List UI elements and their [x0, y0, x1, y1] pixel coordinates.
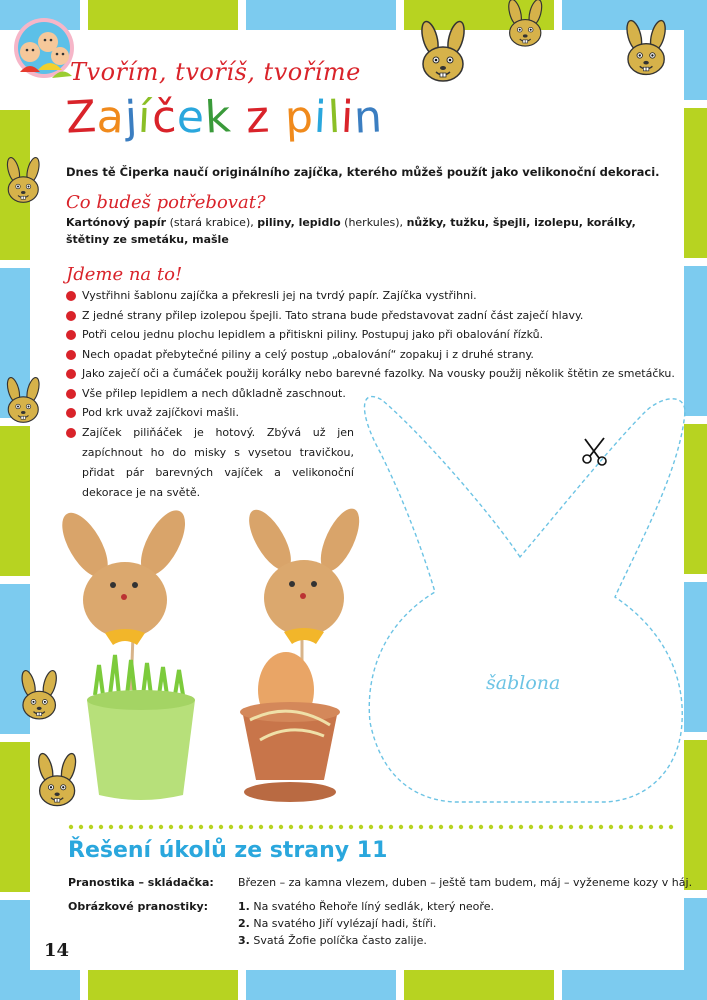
- sawdust-bunny-with-egg-pot-image: [220, 500, 370, 820]
- needs-part: piliny, lepidlo: [257, 216, 341, 229]
- step-item: [66, 423, 354, 503]
- title-letter: p: [284, 91, 316, 144]
- steps-heading: Jdeme na to!: [66, 264, 183, 285]
- border-stripe: [404, 970, 554, 1000]
- title-letter: j: [123, 91, 140, 144]
- border-stripe: [0, 742, 30, 892]
- bunny-face-icon: [618, 20, 676, 80]
- border-stripe: [0, 900, 30, 970]
- title-letter: i: [339, 91, 356, 144]
- needs-part: nůžky, tužku, špejli, izolepu, korálky, štětiny ze smetáku, mašle: [66, 216, 636, 246]
- border-stripe: [562, 970, 707, 1000]
- series-title: Tvořím, tvoříš, tvoříme: [70, 58, 361, 86]
- bullet-icon: [66, 311, 76, 321]
- bullet-icon: [66, 330, 76, 340]
- answer-text: 1. Na svatého Řehoře líný sedlák, který neoře.: [238, 900, 494, 913]
- step-item: [66, 364, 686, 384]
- bullet-icon: [66, 291, 76, 301]
- bunny-face-icon: [14, 668, 66, 726]
- bunny-face-icon: [30, 748, 86, 816]
- answer-text: Březen – za kamna vlezem, duben – ještě tam budem, máj – vyženeme kozy v háj.: [238, 876, 693, 889]
- answer-label: Obrázkové pranostiky:: [68, 900, 209, 913]
- title-letter: í: [137, 91, 153, 144]
- title-letter: n: [352, 91, 385, 144]
- needs-part: (stará krabice),: [166, 216, 258, 229]
- step-text: Jako zaječí oči a čumáček použij korálky nebo barevné fazolky. Na vousky použij několik štětin ze smetáčku.: [82, 367, 675, 380]
- title-letter: l: [326, 91, 343, 144]
- title-letter: a: [95, 91, 127, 144]
- border-stripe: [0, 970, 80, 1000]
- bullet-icon: [66, 389, 76, 399]
- bunny-face-icon: [0, 152, 48, 212]
- border-stripe: [246, 970, 396, 1000]
- step-text: Pod krk uvaž zajíčkovi mašli.: [82, 406, 239, 419]
- answer-number: 3.: [238, 934, 250, 947]
- step-text: Potři celou jednu plochu lepidlem a přitiskni piliny. Postupuj jako při obalování řízků.: [82, 328, 544, 341]
- border-stripe: [88, 970, 238, 1000]
- border-stripe: [246, 0, 396, 30]
- title-letter: k: [203, 91, 233, 144]
- step-text: Vše přilep lepidlem a nech důkladně zaschnout.: [82, 386, 346, 400]
- intro-text: Dnes tě Čiperka naučí originálního zajíčka, kterého můžeš použít jako velikonoční dekoraci.: [66, 165, 660, 179]
- step-item: [66, 306, 686, 326]
- bullet-icon: [66, 350, 76, 360]
- answer-text: 3. Svatá Žofie políčka často zalije.: [238, 934, 427, 947]
- title-letter: č: [150, 91, 179, 144]
- bunny-face-icon: [412, 22, 476, 86]
- step-text: Zajíček piliňáček je hotový. Zbývá už jen zapíchnout ho do misky s vysetou travičkou, přidat pár barevných vajíček a velikonoční dekorace je na světě.: [82, 425, 354, 499]
- bunny-template-outline: [360, 392, 690, 807]
- section-divider: [68, 824, 676, 830]
- step-item: [66, 345, 686, 365]
- needs-list: [66, 214, 678, 248]
- step-text: Vystřihni šablonu zajíčka a překresli jej na tvrdý papír. Zajíčka vystřihni.: [82, 289, 477, 302]
- border-stripe: [88, 0, 238, 30]
- title-letter: e: [175, 91, 207, 144]
- needs-part: Kartónový papír: [66, 216, 167, 229]
- page-number: 14: [44, 940, 70, 961]
- border-stripe: [684, 0, 707, 100]
- bullet-icon: [66, 408, 76, 418]
- border-stripe: [684, 108, 707, 258]
- bunny-face-icon: [0, 370, 48, 434]
- bunny-face-icon: [498, 0, 554, 50]
- bullet-icon: [66, 369, 76, 379]
- scissors-icon: [580, 436, 610, 466]
- needs-part: (herkules),: [340, 216, 407, 229]
- answer-number: 1.: [238, 900, 250, 913]
- title-letter: i: [313, 91, 329, 144]
- answer-label: Pranostika – skládačka:: [68, 876, 214, 889]
- template-label: šablona: [486, 672, 561, 694]
- answer-number: 2.: [238, 917, 250, 930]
- answer-text: 2. Na svatého Jiří vylézají hadi, štíři.: [238, 917, 437, 930]
- step-text: Nech opadat přebytečné piliny a celý postup „obalování“ zopakuj i z druhé strany.: [82, 347, 534, 361]
- title-letter: z: [245, 91, 272, 144]
- answers-heading: Řešení úkolů ze strany 11: [68, 838, 388, 863]
- step-item: [66, 325, 686, 345]
- border-stripe: [684, 898, 707, 970]
- border-stripe: [0, 426, 30, 576]
- title-letter: Z: [64, 91, 99, 144]
- step-item: [66, 286, 686, 306]
- bullet-icon: [66, 428, 76, 438]
- step-text: Z jedné strany přilep izolepou špejli. Tato strana bude představovat zadní část zaječí hlavy.: [82, 308, 584, 322]
- needs-heading: Co budeš potřebovat?: [66, 192, 266, 213]
- page-title: [66, 92, 383, 143]
